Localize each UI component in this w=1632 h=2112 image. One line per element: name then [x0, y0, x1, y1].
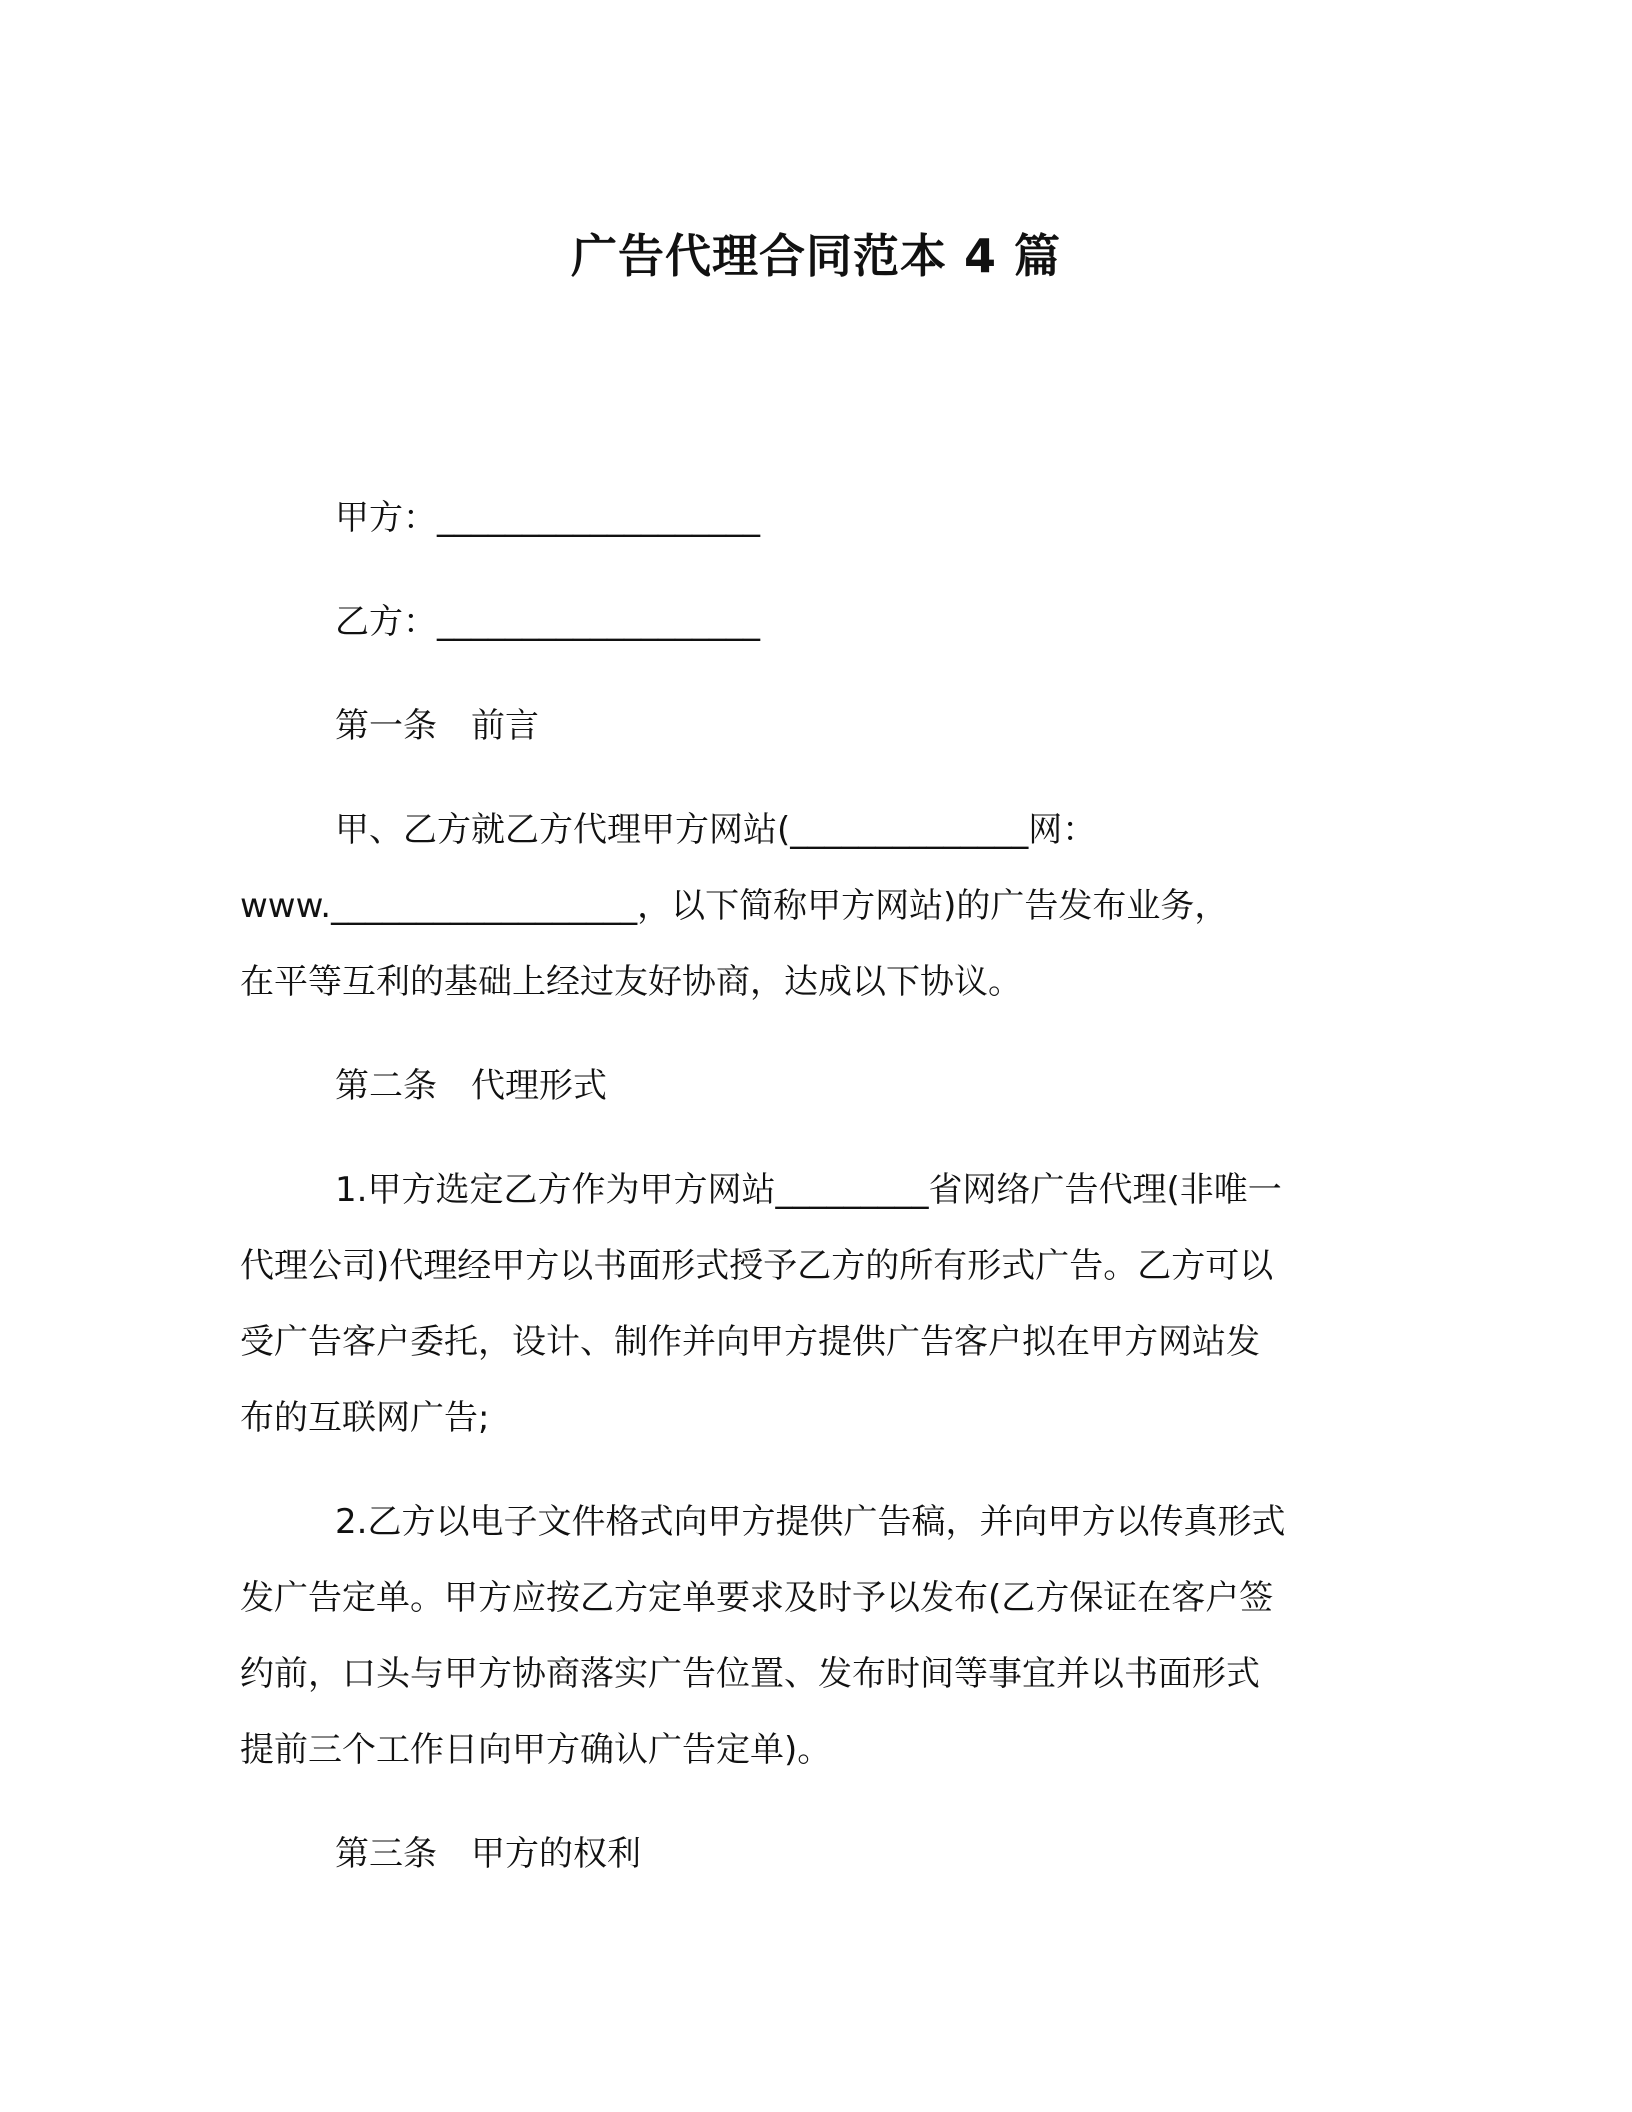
article-2-item-1-line: 代理公司)代理经甲方以书面形式授予乙方的所有形式广告。乙方可以 [240, 1246, 1274, 1286]
article-3-heading: 第三条 甲方的权利 [335, 1834, 641, 1874]
article-1-text-line: www.__________________，以下简称甲方网站)的广告发布业务， [240, 886, 1229, 926]
article-2-item-2-line: 发广告定单。甲方应按乙方定单要求及时予以发布(乙方保证在客户签 [240, 1578, 1274, 1618]
party-b-line: 乙方：___________________ [335, 602, 760, 642]
article-2-item-2-line: 约前，口头与甲方协商落实广告位置、发布时间等事宜并以书面形式 [240, 1654, 1260, 1694]
article-2-item-1-line: 1.甲方选定乙方作为甲方网站_________省网络广告代理(非唯一 [335, 1170, 1282, 1210]
article-1-heading: 第一条 前言 [335, 706, 539, 746]
article-2-item-1-line: 受广告客户委托，设计、制作并向甲方提供广告客户拟在甲方网站发 [240, 1322, 1260, 1362]
article-1-text-line: 甲、乙方就乙方代理甲方网站(______________网： [335, 810, 1097, 850]
article-2-item-2-line: 2.乙方以电子文件格式向甲方提供广告稿，并向甲方以传真形式 [335, 1502, 1286, 1542]
article-1-text-line: 在平等互利的基础上经过友好协商，达成以下协议。 [240, 962, 1022, 1002]
article-2-heading: 第二条 代理形式 [335, 1066, 607, 1106]
article-2-item-1-line: 布的互联网广告; [240, 1398, 490, 1438]
article-2-item-2-line: 提前三个工作日向甲方确认广告定单)。 [240, 1730, 832, 1770]
document-title: 广告代理合同范本 4 篇 [570, 229, 1062, 283]
party-a-line: 甲方：___________________ [335, 498, 760, 538]
